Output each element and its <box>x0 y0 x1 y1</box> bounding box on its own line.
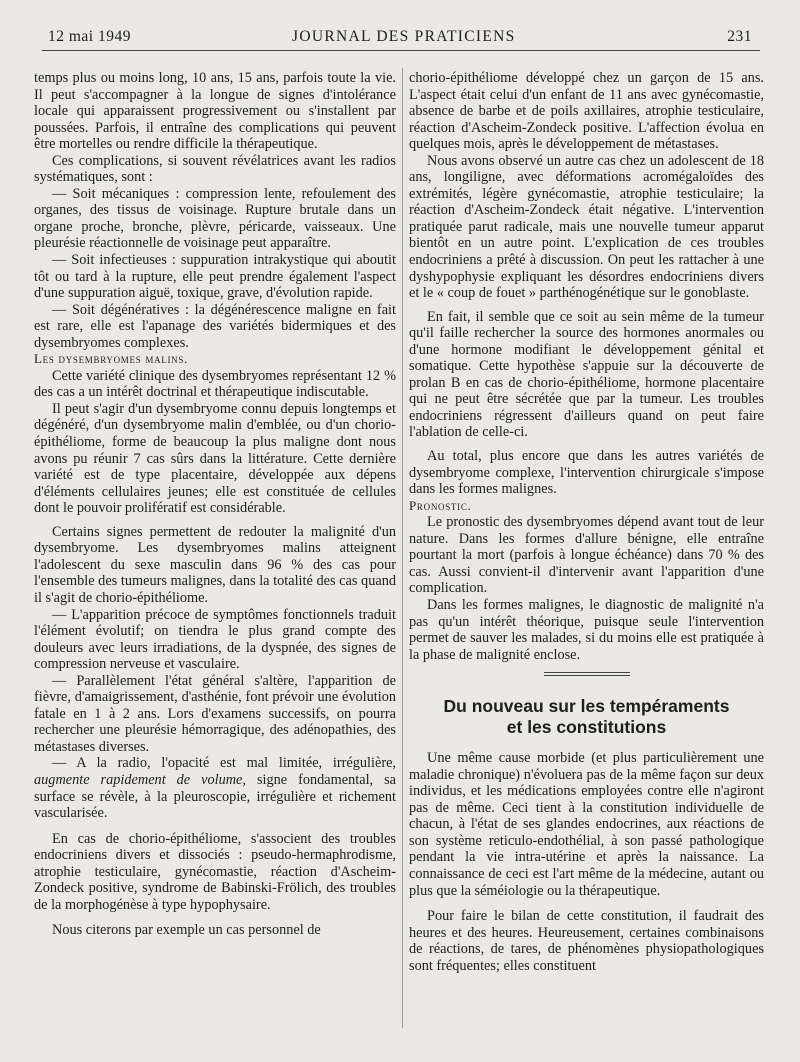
paragraph: — Parallèlement l'état général s'altère, l'apparition de fièvre, d'amaigrissement, d'asthénie, font prévoir une évolution fatale en 1 à 2 ans. Lors d'examens successifs, on pourra rechercher une pleurésie hémorragique, des adénopathies, des métastases diverses. <box>34 672 396 755</box>
paragraph: chorio-épithéliome développé chez un garçon de 15 ans. L'aspect était celui d'un enfant de 11 ans avec gynécomastie, absence de barbe et de poils axillaires, atrophie testiculaire, réaction d'Ascheim-Zondeck positive. L'affection évolua en quelques mois, après le développement de métastases. <box>409 70 764 153</box>
paragraph: Il peut s'agir d'un dysembryome connu depuis longtemps et dégénéré, d'un dysembryome malin d'emblée, ou d'un chorio-épithéliome, forme de beaucoup la plus maligne dont nous avons pu réunir 7 cas sûrs dans la littérature. Cette dernière variété est de type placentaire, développée aux dépens d'éléments cellulaires jeunes; elle est constituée de cellules dont le pouvoir prolifératif est considérable. <box>34 400 396 517</box>
page-number: 231 <box>727 28 752 45</box>
page-header <box>48 28 756 50</box>
emphasis-text: augmente rapidement de volume, <box>34 771 246 788</box>
paragraph: Pour faire le bilan de cette constitution, il faudrait des heures et des heures. Heureusement, certaines combinaisons de réactions, de tares, de phénomènes physiopathologiques sont fréquentes; elles constituent <box>409 908 764 974</box>
paragraph: Une même cause morbide (et plus particulièrement une maladie chronique) n'évoluera pas de la même façon sur deux individus, et les médications employées contre elle n'agiront pas de même. Ceci tient à la constitution individuelle de chacun, à l'état de ses glandes endocrines, aux réactions de son système reticulo-endothélial, à son passé pathologique pendant la vie intra-utérine et après la naissance. La connaissance de ceci est l'art même de la médecine, autant ou plus que la séméiologie ou la thérapeutique. <box>409 750 764 899</box>
double-rule <box>544 672 630 676</box>
paragraph: Au total, plus encore que dans les autres variétés de dysembryome complexe, l'intervention chirurgicale s'impose dans les formes malignes. <box>409 448 764 498</box>
paragraph <box>34 755 396 821</box>
paragraph: Le pronostic des dysembryomes dépend avant tout de leur nature. Dans les formes d'allure bénigne, elle entraîne pourtant la mort (parfois à longue échéance) dans 70 % des cas. Aussi convient-il d'intervenir avant l'apparition d'une complication. <box>409 514 764 597</box>
paragraph: Nous citerons par exemple un cas personnel de <box>52 922 321 939</box>
paragraph: — Soit mécaniques : compression lente, refoulement des organes, des tissus de voisinage. Rupture brutale dans un organe proche, bronche, plèvre, péricarde, vaisseaux. Une pleurésie réactionnelle de voisinage peut apparaître. <box>34 185 396 252</box>
paragraph: Cette variété clinique des dysembryomes représentant 12 % des cas a un intérêt doctrinal et thérapeutique indiscutable. <box>34 367 396 401</box>
paragraph: — L'apparition précoce de symptômes fonctionnels traduit l'élément évolutif; on tiendra le plus grand compte des douleurs avec leurs irradiations, de la dyspnée, des signes de compression nerveuse et vasculaire. <box>34 606 396 673</box>
right-column <box>409 70 764 974</box>
article-title <box>409 696 764 738</box>
paragraph: En fait, il semble que ce soit au sein même de la tumeur qu'il faille rechercher la source des hormones anormales ou d'une hormone modifiant le développement génital et somatique. Cette hypothèse s'appuie sur la découverte de prolan B en cas de chorio-épithéliome, hormone placentaire qui ne peut être sécrétée que par la tumeur. Les troubles endocriniens régressent d'ailleurs quand on peut faire l'ablation de celle-ci. <box>409 308 764 441</box>
header-rule <box>42 50 760 51</box>
section-subheading: Les dysembryomes malins. <box>34 351 189 367</box>
paragraph: — Soit infectieuses : suppuration intrakystique qui aboutit tôt ou tard à la rupture, elle peut prendre également l'aspect d'une suppuration aiguë, toxique, grave, d'évolution rapide. <box>34 252 396 302</box>
section-subheading: Pronostic. <box>409 497 472 513</box>
text-run: signe fondamental, sa surface se révèle, à la pleuroscopie, irrégulière et richement vascularisée. <box>34 771 396 822</box>
paragraph: Ces complications, si souvent révélatrices avant les radios systématiques, sont : <box>34 152 396 186</box>
paragraph: Certains signes permettent de redouter la malignité d'un dysembryome. Les dysembryomes malins atteignent l'adolescent du sexe masculin dans 96 % des cas pour l'ensemble des tumeurs malignes, dans la totalité des cas quand il s'agit de chorio-épithéliome. <box>34 523 396 606</box>
issue-date: 12 mai 1949 <box>48 28 131 45</box>
paragraph: En cas de chorio-épithéliome, s'associent des troubles endocriniens divers et dissociés : pseudo-hermaphrodisme, atrophie testiculaire, gynécomastie, réaction d'Ascheim-Zondeck positive, syndrome de Babinski-Frölich, des troubles de la morphogénèse à type hypophysaire. <box>34 830 396 913</box>
section-separator <box>409 672 764 678</box>
article-title-line: et les constitutions <box>506 717 667 738</box>
left-column <box>34 70 396 939</box>
column-divider <box>402 68 403 1028</box>
journal-title: JOURNAL DES PRATICIENS <box>292 28 516 45</box>
paragraph: Nous avons observé un autre cas chez un adolescent de 18 ans, longiligne, avec déformations acromégaloïdes des extrémités, légère gynécomastie, atrophie testiculaire; la réaction d'Ascheim-Zondeck était négative. L'intervention pratiquée parut radicale, mais une nouvelle tumeur apparut bientôt en un autre point. L'explication de ces troubles endocriniens a prêté à discussion. On peut les rattacher à une dyshypophysie expliquant les désordres endocriniens divers et le « coup de fouet » parthénogénétique sur le gonoblaste. <box>409 152 764 302</box>
paragraph: temps plus ou moins long, 10 ans, 15 ans, parfois toute la vie. Il peut s'accompagner à la longue de signes d'intolérance locale qui apparaissent progressivement ou s'installent par poussées. Parfois, il entraîne des complications qui peuvent être mortelles ou rendre difficile la thérapeutique. <box>34 70 396 153</box>
text-run: — A la radio, l'opacité est mal limitée, irrégulière, <box>52 755 396 772</box>
article-title-line: Du nouveau sur les tempéraments <box>443 696 730 717</box>
paragraph: Dans les formes malignes, le diagnostic de malignité n'a pas qu'un intérêt théorique, puisque seule l'intervention permet de sauver les malades, si du moins elle est pratiquée à la phase de malignité enclose. <box>409 596 764 663</box>
paragraph: — Soit dégénératives : la dégénérescence maligne en fait est rare, elle est l'apanage des variétés bidermiques et des dysembryomes complexes. <box>34 301 396 351</box>
